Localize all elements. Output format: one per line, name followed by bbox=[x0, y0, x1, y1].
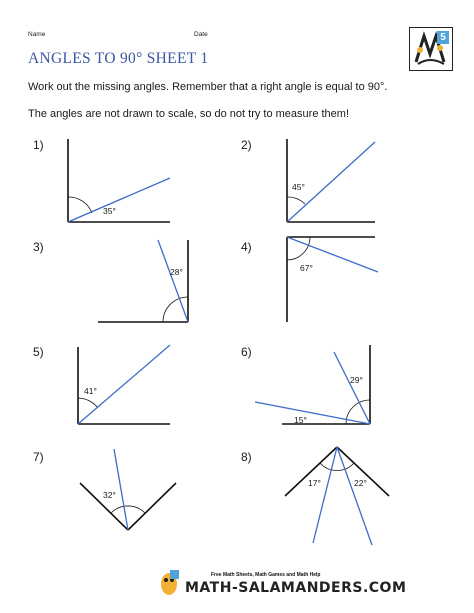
q1-ray bbox=[68, 178, 170, 222]
instruction-1: Work out the missing angles. Remember that a right angle is equal to 90°. bbox=[28, 81, 388, 93]
q3-arc bbox=[163, 297, 188, 322]
q6-ray-upper bbox=[334, 352, 370, 424]
q4-arc bbox=[287, 237, 310, 260]
level-badge: 5 bbox=[437, 31, 449, 44]
q6-angle-label-upper: 29° bbox=[350, 375, 363, 385]
question-number-7: 7) bbox=[33, 450, 44, 464]
instruction-2: The angles are not drawn to scale, so do not try to measure them! bbox=[28, 108, 350, 120]
diagram-4 bbox=[287, 237, 375, 322]
diagram-3 bbox=[98, 240, 188, 322]
q7-angle-label: 32° bbox=[103, 490, 116, 500]
question-number-2: 2) bbox=[241, 138, 252, 152]
q8-arc bbox=[320, 463, 354, 471]
diagram-1 bbox=[68, 139, 170, 222]
q8-ray-left bbox=[313, 447, 337, 543]
question-number-5: 5) bbox=[33, 345, 44, 359]
diagram-8 bbox=[285, 447, 389, 496]
question-number-1: 1) bbox=[33, 138, 44, 152]
q5-ray bbox=[78, 345, 170, 424]
q4-angle-label: 67° bbox=[300, 263, 313, 273]
q2-angle-label: 45° bbox=[292, 182, 305, 192]
date-label: Date bbox=[194, 31, 208, 38]
q1-angle-label: 35° bbox=[103, 206, 116, 216]
question-number-8: 8) bbox=[241, 450, 252, 464]
q6-ray-lower bbox=[255, 402, 370, 424]
q3-ray bbox=[158, 240, 188, 322]
q3-angle-label: 28° bbox=[170, 267, 183, 277]
q5-angle-label: 41° bbox=[84, 386, 97, 396]
q5-arc bbox=[78, 398, 98, 408]
q2-arc bbox=[287, 197, 305, 204]
footer-site[interactable]: MATH-SALAMANDERS.COM bbox=[185, 580, 407, 596]
q6-angle-label-lower: 15° bbox=[294, 415, 307, 425]
q8-right-arm bbox=[337, 447, 389, 496]
diagram-7 bbox=[80, 483, 176, 530]
q7-arc bbox=[111, 506, 145, 513]
q8-ray-right bbox=[337, 447, 372, 545]
name-label: Name bbox=[28, 31, 46, 38]
q7-right-arm bbox=[128, 483, 176, 530]
footer-salamander-icon bbox=[156, 568, 182, 598]
question-number-4: 4) bbox=[241, 240, 252, 254]
footer-tagline: Free Math Sheets, Math Games and Math Help bbox=[211, 572, 321, 578]
q8-angle-label-right: 22° bbox=[354, 478, 367, 488]
q8-left-arm bbox=[285, 447, 337, 496]
page-title: ANGLES TO 90° SHEET 1 bbox=[28, 50, 209, 67]
question-number-3: 3) bbox=[33, 240, 44, 254]
question-number-6: 6) bbox=[241, 345, 252, 359]
q8-angle-label-left: 17° bbox=[308, 478, 321, 488]
q1-arc bbox=[68, 197, 92, 213]
